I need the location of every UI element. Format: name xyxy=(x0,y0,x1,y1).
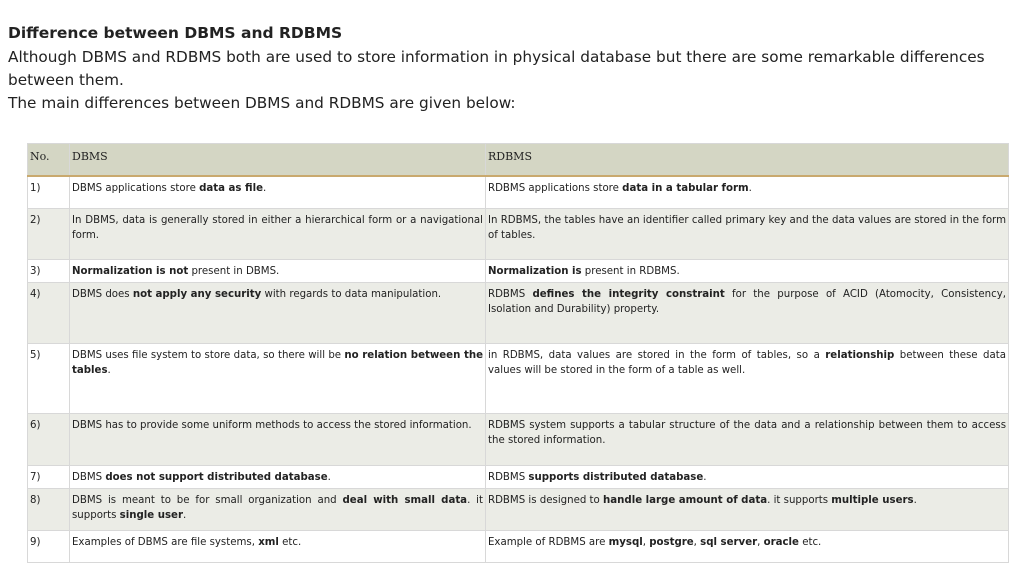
cell-text: Examples of DBMS are file systems, xyxy=(72,536,259,548)
cell-text: . it supports xyxy=(72,494,483,521)
table-row xyxy=(28,413,1009,465)
emphasis-text: single user xyxy=(119,510,183,521)
row-number: 2) xyxy=(28,208,70,259)
dbms-cell xyxy=(70,530,486,562)
emphasis-text: multiple users xyxy=(831,494,914,506)
table-row xyxy=(28,343,1009,413)
emphasis-text: does not support distributed database xyxy=(105,471,328,483)
emphasis-text: no relation between the tables xyxy=(72,349,483,376)
dbms-cell xyxy=(70,176,486,208)
rdbms-cell xyxy=(486,465,1009,488)
table-row xyxy=(28,488,1009,530)
cell-text: . xyxy=(182,510,187,521)
emphasis-text: data in a tabular form xyxy=(622,183,749,194)
dbms-cell xyxy=(70,282,486,343)
cell-text: . xyxy=(107,365,111,376)
cell-text: RDBMS is designed to xyxy=(488,494,604,506)
cell-text: In DBMS, data is generally stored in either a hierarchical form or a navigational form. xyxy=(72,214,483,241)
cell-text: DBMS uses file system to store data, so there will be xyxy=(72,349,345,361)
dbms-cell xyxy=(70,259,486,282)
cell-text: RDBMS applications store xyxy=(488,183,623,194)
cell-text: DBMS has to provide some uniform methods to access the stored information. xyxy=(72,419,472,431)
cell-text: etc. xyxy=(278,536,302,548)
dbms-cell xyxy=(70,343,486,413)
row-number: 1) xyxy=(28,176,70,208)
dbms-cell xyxy=(70,413,486,465)
table-header-row xyxy=(28,144,1009,177)
comparison-table xyxy=(27,143,1009,563)
rdbms-cell xyxy=(486,413,1009,465)
emphasis-text: Normalization is xyxy=(488,265,582,277)
cell-text: . xyxy=(327,471,331,483)
emphasis-text: relationship xyxy=(825,349,895,361)
cell-text: RDBMS xyxy=(488,288,533,300)
row-number: 9) xyxy=(28,530,70,562)
cell-text: with regards to data manipulation. xyxy=(261,288,442,300)
intro-line: The main differences between DBMS and RDBMS are given below: xyxy=(8,94,516,112)
table-row xyxy=(28,208,1009,259)
page-title: Difference between DBMS and RDBMS xyxy=(8,24,343,42)
row-number: 4) xyxy=(28,282,70,343)
cell-text: RDBMS xyxy=(488,471,529,483)
dbms-cell xyxy=(70,465,486,488)
rdbms-cell xyxy=(486,208,1009,259)
intro-text xyxy=(8,46,1020,115)
table-row xyxy=(28,259,1009,282)
rdbms-cell xyxy=(486,530,1009,562)
emphasis-text: mysql xyxy=(608,536,643,548)
cell-text: DBMS applications store xyxy=(72,183,200,194)
cell-text: . xyxy=(262,183,267,194)
table-row xyxy=(28,530,1009,562)
dbms-cell xyxy=(70,488,486,530)
row-number: 3) xyxy=(28,259,70,282)
table-row xyxy=(28,176,1009,208)
intro-line: Although DBMS and RDBMS both are used to store information in physical database but there are some remarkable differences between them. xyxy=(8,48,985,89)
cell-text: . xyxy=(703,471,707,483)
cell-text: present in DBMS. xyxy=(188,265,280,277)
cell-text: , xyxy=(757,536,764,548)
emphasis-text: defines the integrity constraint xyxy=(532,288,725,300)
cell-text: in RDBMS, data values are stored in the form of tables, so a xyxy=(488,349,826,361)
cell-text: for the purpose of ACID (Atomocity, Consistency, Isolation and Durability) property. xyxy=(488,288,1006,315)
cell-text: . xyxy=(913,494,917,506)
table-row xyxy=(28,282,1009,343)
emphasis-text: handle large amount of data xyxy=(603,494,768,506)
rdbms-cell xyxy=(486,343,1009,413)
cell-text: Example of RDBMS are xyxy=(488,536,609,548)
emphasis-text: Normalization is not xyxy=(72,265,189,277)
header-rdbms: RDBMS xyxy=(486,144,1009,177)
table-row xyxy=(28,465,1009,488)
rdbms-cell xyxy=(486,282,1009,343)
cell-text: , xyxy=(693,536,701,548)
cell-text: , xyxy=(642,536,650,548)
rdbms-cell xyxy=(486,176,1009,208)
emphasis-text: supports distributed database xyxy=(528,471,704,483)
emphasis-text: xml xyxy=(258,536,279,548)
emphasis-text: data as file xyxy=(199,183,263,194)
row-number: 5) xyxy=(28,343,70,413)
cell-text: DBMS xyxy=(72,471,106,483)
emphasis-text: deal with small data xyxy=(342,494,468,506)
cell-text: between these data values will be stored in the form of a table as well. xyxy=(488,349,1006,376)
rdbms-cell xyxy=(486,259,1009,282)
emphasis-text: oracle xyxy=(763,536,799,548)
emphasis-text: sql server xyxy=(700,536,758,548)
cell-text: etc. xyxy=(798,536,822,548)
row-number: 8) xyxy=(28,488,70,530)
cell-text: . xyxy=(748,183,752,194)
cell-text: RDBMS system supports a tabular structure of the data and a relationship between them to access the stored information. xyxy=(488,419,1006,446)
header-no: No. xyxy=(28,144,70,177)
header-dbms: DBMS xyxy=(70,144,486,177)
cell-text: DBMS is meant to be for small organization and xyxy=(72,494,343,506)
emphasis-text: postgre xyxy=(649,536,694,548)
cell-text: In RDBMS, the tables have an identifier called primary key and the data values are stored in the form of tables. xyxy=(488,214,1006,241)
dbms-cell xyxy=(70,208,486,259)
cell-text: DBMS does xyxy=(72,288,133,300)
row-number: 6) xyxy=(28,413,70,465)
row-number: 7) xyxy=(28,465,70,488)
cell-text: . it supports xyxy=(767,494,832,506)
rdbms-cell xyxy=(486,488,1009,530)
cell-text: present in RDBMS. xyxy=(581,265,680,277)
emphasis-text: not apply any security xyxy=(132,288,262,300)
